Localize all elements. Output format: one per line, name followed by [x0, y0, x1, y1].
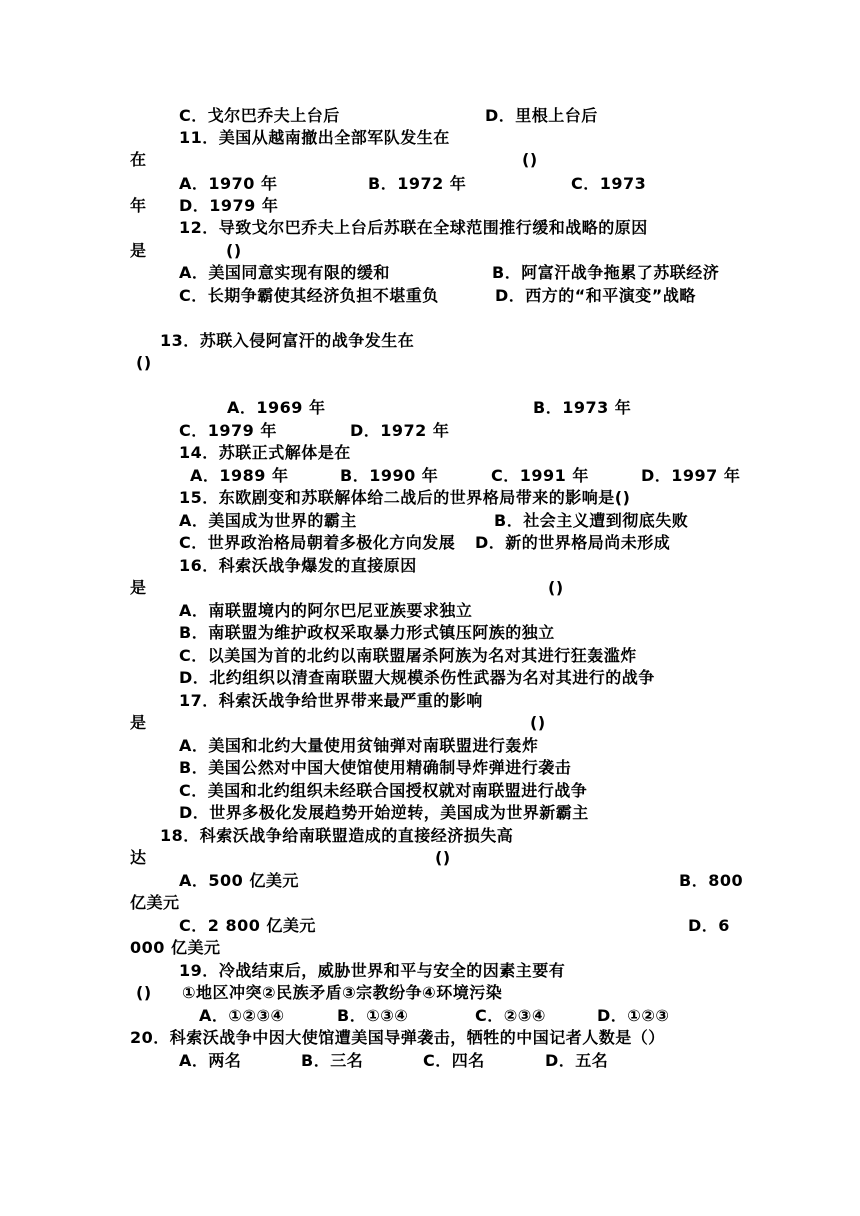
q15-stem: 15．东欧剧变和苏联解体给二战后的世界格局带来的影响是(): [179, 488, 631, 507]
q11-stem-wrap: 在: [130, 150, 147, 169]
q15-option-d: D．新的世界格局尚未形成: [475, 533, 671, 552]
q20-option-c: C．四名: [423, 1051, 485, 1070]
q18-option-b: B．800: [679, 871, 744, 890]
q11-option-d: D．1979 年: [179, 196, 279, 215]
q11-option-a: A．1970 年: [179, 174, 278, 193]
q20-option-a: A．两名: [179, 1051, 242, 1070]
q10-option-c: C．戈尔巴乔夫上台后: [179, 106, 340, 125]
q18-option-a: A．500 亿美元: [179, 871, 299, 890]
q16-stem: 16．科索沃战争爆发的直接原因: [179, 556, 417, 575]
q18-option-b-wrap: 亿美元: [130, 893, 180, 912]
q15-option-a: A．美国成为世界的霸主: [179, 511, 357, 530]
q11-option-c-wrap: 年: [130, 196, 147, 215]
q16-option-a: A．南联盟境内的阿尔巴尼亚族要求独立: [179, 601, 473, 620]
q16-stem-wrap: 是: [130, 578, 147, 597]
q13-option-b: B．1973 年: [533, 398, 632, 417]
q17-answer-blank: (): [530, 713, 546, 732]
q14-option-a: A．1989 年: [190, 466, 289, 485]
q12-stem-wrap: 是: [130, 241, 147, 260]
q18-stem-wrap: 达: [130, 848, 147, 867]
q19-factors: ①地区冲突②民族矛盾③宗教纷争④环境污染: [182, 983, 503, 1002]
q18-option-d-wrap: 000 亿美元: [130, 938, 221, 957]
q18-option-c: C．2 800 亿美元: [179, 916, 316, 935]
q14-option-c: C．1991 年: [491, 466, 589, 485]
q19-option-b: B．①③④: [337, 1006, 409, 1025]
q16-option-b: B．南联盟为维护政权采取暴力形式镇压阿族的独立: [179, 623, 555, 642]
q12-option-d: D．西方的“和平演变”战略: [495, 286, 696, 305]
q10-option-d: D．里根上台后: [485, 106, 598, 125]
q13-option-c: C．1979 年: [179, 421, 277, 440]
q19-answer-blank: (): [136, 983, 152, 1002]
q17-stem-wrap: 是: [130, 713, 147, 732]
q12-option-c: C．长期争霸使其经济负担不堪重负: [179, 286, 439, 305]
q20-option-d: D．五名: [545, 1051, 609, 1070]
q17-stem: 17．科索沃战争给世界带来最严重的影响: [179, 691, 483, 710]
q11-answer-blank: (): [522, 150, 538, 169]
q15-option-c: C．世界政治格局朝着多极化方向发展: [179, 533, 456, 552]
q14-option-d: D．1997 年: [641, 466, 741, 485]
q11-option-c: C．1973: [571, 174, 647, 193]
q13-stem: 13．苏联入侵阿富汗的战争发生在: [160, 331, 415, 350]
q14-stem: 14．苏联正式解体是在: [179, 443, 351, 462]
q16-option-d: D．北约组织以清查南联盟大规模杀伤性武器为名对其进行的战争: [179, 668, 655, 687]
q16-answer-blank: (): [548, 578, 564, 597]
q20-stem: 20．科索沃战争中因大使馆遭美国导弹袭击，牺牲的中国记者人数是（）: [130, 1028, 665, 1047]
q12-answer-blank: (): [226, 241, 242, 260]
q17-option-b: B．美国公然对中国大使馆使用精确制导炸弹进行袭击: [179, 758, 572, 777]
q16-option-c: C．以美国为首的北约以南联盟屠杀阿族为名对其进行狂轰滥炸: [179, 646, 637, 665]
q12-option-a: A．美国同意实现有限的缓和: [179, 263, 390, 282]
q11-option-b: B．1972 年: [368, 174, 467, 193]
q13-option-a: A．1969 年: [227, 398, 326, 417]
q17-option-a: A．美国和北约大量使用贫铀弹对南联盟进行轰炸: [179, 736, 539, 755]
q17-option-d: D．世界多极化发展趋势开始逆转，美国成为世界新霸主: [179, 803, 589, 822]
q20-option-b: B．三名: [301, 1051, 364, 1070]
q12-option-b: B．阿富汗战争拖累了苏联经济: [492, 263, 720, 282]
q19-option-a: A．①②③④: [199, 1006, 285, 1025]
q18-option-d: D．6: [688, 916, 730, 935]
q13-option-d: D．1972 年: [350, 421, 450, 440]
q19-option-d: D．①②③: [597, 1006, 670, 1025]
q17-option-c: C．美国和北约组织未经联合国授权就对南联盟进行战争: [179, 781, 588, 800]
q12-stem: 12．导致戈尔巴乔夫上台后苏联在全球范围推行缓和战略的原因: [179, 218, 648, 237]
q15-option-b: B．社会主义遭到彻底失败: [494, 511, 689, 530]
q18-answer-blank: (): [435, 848, 451, 867]
q11-stem: 11．美国从越南撤出全部军队发生在: [179, 128, 450, 147]
q19-stem: 19．冷战结束后，威胁世界和平与安全的因素主要有: [179, 961, 566, 980]
q13-answer-blank: (): [136, 353, 152, 372]
q14-option-b: B．1990 年: [340, 466, 439, 485]
q18-stem: 18．科索沃战争给南联盟造成的直接经济损失高: [160, 826, 514, 845]
q19-option-c: C．②③④: [475, 1006, 546, 1025]
